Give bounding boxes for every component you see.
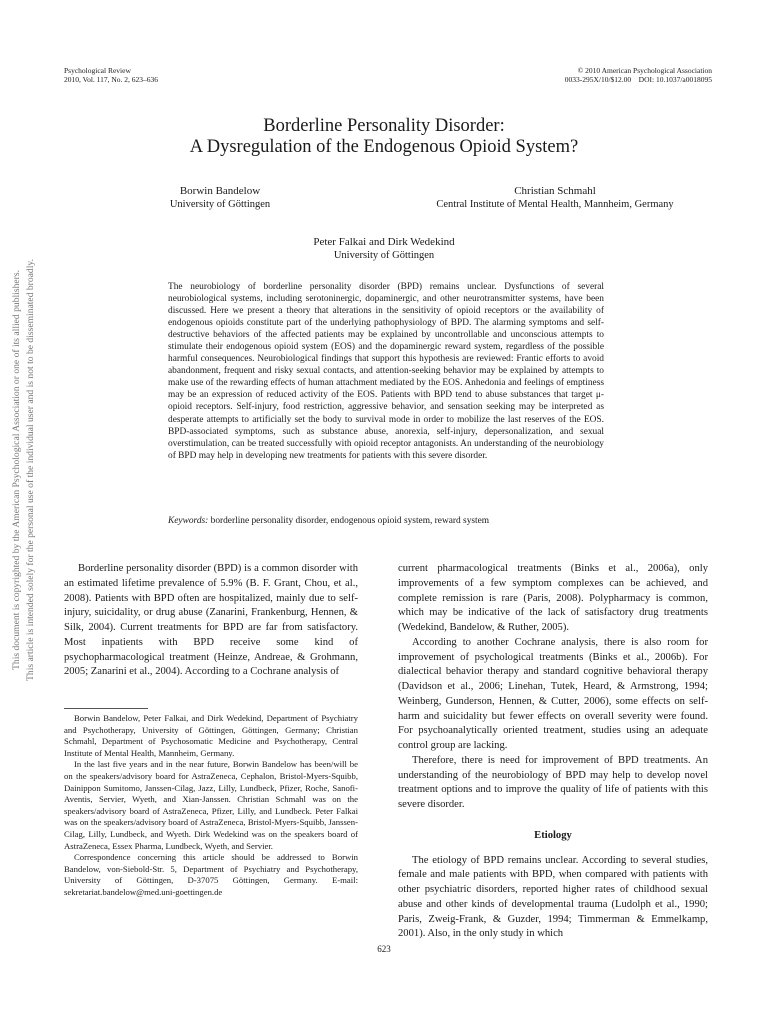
copyright-side-notice bbox=[10, 259, 38, 681]
footnote-affiliations: Borwin Bandelow, Peter Falkai, and Dirk Wedekind, Department of Psychiatry and Psychotherapy, University of Göttingen, Göttingen, Germany; Christian Schmahl, Department of Psychosomatic Medicine and Psychotherapy, Central Institute of Mental Health, Mannheim, Germany. bbox=[64, 713, 358, 758]
body-paragraph: current pharmacological treatments (Binks et al., 2006a), only improvements of a few symptom complexes can be achieved, and complete remission is rare (Paris, 2008). Polypharmacy is common, which may be indicative of the lack of satisfactory drug treatments (Wedekind, Bandelow, & Ruther, 2005). bbox=[398, 563, 708, 633]
journal-info bbox=[64, 66, 158, 84]
copyright-info bbox=[565, 66, 712, 84]
body-paragraph: Therefore, there is need for improvement of BPD treatments. An understanding of the neurobiology of BPD may help to develop novel treatment options and to improve the quality of life of patients with this severe disorder. bbox=[398, 754, 708, 810]
body-paragraph: Borderline personality disorder (BPD) is a common disorder with an estimated lifetime prevalence of 5.9% (B. F. Grant, Chou, et al., 2008). Patients with BPD often are hospitalized, mainly due to self-injury, suicidality, or drug abuse (Zanarini, Frankenburg, Hennen, & Silk, 2004). Current treatments for BPD are far from satisfactory. Most inpatients with BPD receive some kind of psychopharmacological treatment (Heinze, Andreae, & Grohmann, 2005; Zanarini et al., 2004). According to a Cochrane analysis of bbox=[64, 563, 358, 678]
author-name: Peter Falkai and Dirk Wedekind bbox=[313, 236, 455, 248]
footnotes bbox=[64, 713, 358, 899]
title-line-2: A Dysregulation of the Endogenous Opioid System? bbox=[189, 137, 579, 157]
author-1 bbox=[150, 185, 290, 211]
journal-citation: 2010, Vol. 117, No. 2, 623–636 bbox=[64, 75, 159, 84]
author-affiliation: Central Institute of Mental Health, Mannheim, Germany bbox=[436, 199, 674, 210]
footnote-divider bbox=[64, 708, 148, 709]
keywords bbox=[168, 515, 604, 527]
doi-line: 0033-295X/10/$12.00 DOI: 10.1037/a0018095 bbox=[564, 75, 712, 84]
footnote-correspondence: Correspondence concerning this article should be addressed to Borwin Bandelow, von-Siebold-Str. 5, Department of Psychiatry and Psychotherapy, University of Göttingen, D-37075 Göttingen, Germany. E-mail: sekretariat.bandelow@med.uni-goettingen.de bbox=[64, 852, 358, 897]
body-column-left bbox=[64, 562, 358, 680]
body-paragraph: According to another Cochrane analysis, there is also room for improvement of psychological treatments (Binks et al., 2006b). For dialectical behavior therapy and standard cognitive behavioral therapy (Davidson et al., 2006; Linehan, Tutek, Heard, & Armstrong, 1994; Weinberg, Gunderson, Hennen, & Cutter, 2006), some effects on self-harm and suicidality but fewer effects on overall severity were found. For psychoanalytically oriented treatment, studies using an adequate control group are lacking. bbox=[398, 636, 708, 751]
author-3 bbox=[234, 236, 534, 262]
author-2 bbox=[410, 185, 700, 211]
author-name: Christian Schmahl bbox=[514, 185, 596, 197]
abstract: The neurobiology of borderline personality disorder (BPD) remains unclear. Dysfunctions of several neurobiological systems, including serotoninergic, dopaminergic, and other neurotransmitter systems, have been discussed. Here we present a theory that alterations in the sensitivity of opioid receptors or the availability of endogenous opioids constitute part of the underlying pathophysiology of BPD. The alarming symptoms and self-destructive behaviors of the affected patients may be explained by uncontrollable and unconscious attempts to stimulate their endogenous opioid system (EOS) and the dopaminergic reward system, regardless of the possible harmful consequences. Neurobiological findings that support this hypothesis are reviewed: Frantic efforts to avoid abandonment, frequent and risky sexual contacts, and attention-seeking behavior may be explained by attempts to make use of the rewarding effects of human attachment mediated by the EOS. Anhedonia and feelings of emptiness may be an expression of reduced activity of the EOS. Patients with BPD tend to abuse substances that target μ-opioid receptors. Self-injury, food restriction, aggressive behavior, and sensation seeking may be interpreted as desperate attempts to artificially set the body to survival mode in order to mobilize the last reserves of the EOS. BPD-associated symptoms, such as substance abuse, anorexia, self-injury, depersonalization, and sexual overstimulation, can be treated successfully with opioid receptor antagonists. An understanding of the neurobiology of BPD may help in developing new treatments for patients with this severe disorder. bbox=[168, 282, 604, 461]
copyright-line: © 2010 American Psychological Association bbox=[577, 66, 712, 75]
article-title bbox=[0, 116, 768, 158]
section-heading-etiology: Etiology bbox=[534, 829, 572, 841]
keywords-label: Keywords: bbox=[168, 516, 209, 526]
keywords-text: borderline personality disorder, endogenous opioid system, reward system bbox=[210, 516, 490, 526]
page-number: 623 bbox=[377, 944, 391, 954]
author-affiliation: University of Göttingen bbox=[169, 199, 271, 210]
author-affiliation: University of Göttingen bbox=[333, 250, 435, 261]
footnote-disclosures: In the last five years and in the near future, Borwin Bandelow has been/will be on the speakers/advisory board for AstraZeneca, Cephalon, Bristol-Myers-Squibb, Dainippon Sumitomo, Janssen-Cilag, Jazz, Lilly, Lundbeck, Pfizer, Roche, Sanofi-Aventis, Servier, Wyeth, and Xian-Janssen. Christian Schmahl was on the speakers/advisory board of AstraZeneca, Pfizer, Lilly, and Lundbeck. Peter Falkai was on the speakers/advisory board of AstraZeneca, Bristol-Myers-Squibb, Janssen-Cilag, Lilly, Lundbeck, and Wyeth. Dirk Wedekind was on the speakers board of AstraZeneca, Essex Pharma, Lundbeck, Wyeth, and Servier. bbox=[64, 759, 358, 851]
body-paragraph: The etiology of BPD remains unclear. According to several studies, female and male patients with BPD, when compared with patients with other psychiatric disorders, reported higher rates of childhood sexual abuse and other kinds of developmental trauma (Ludolph et al., 1990; Paris, Zweig-Frank, & Guzder, 1994; Timmerman & Emmelkamp, 2001). Also, in the only study in which bbox=[398, 854, 708, 940]
side-notice-line-1: This document is copyrighted by the American Psychological Association or one of its allied publishers. bbox=[11, 270, 22, 670]
author-name: Borwin Bandelow bbox=[179, 185, 261, 197]
journal-name: Psychological Review bbox=[64, 66, 131, 75]
body-column-right bbox=[398, 562, 708, 942]
title-line-1: Borderline Personality Disorder: bbox=[263, 116, 505, 136]
side-notice-line-2: This article is intended solely for the personal use of the individual user and is not to be disseminated broadly. bbox=[25, 259, 36, 681]
